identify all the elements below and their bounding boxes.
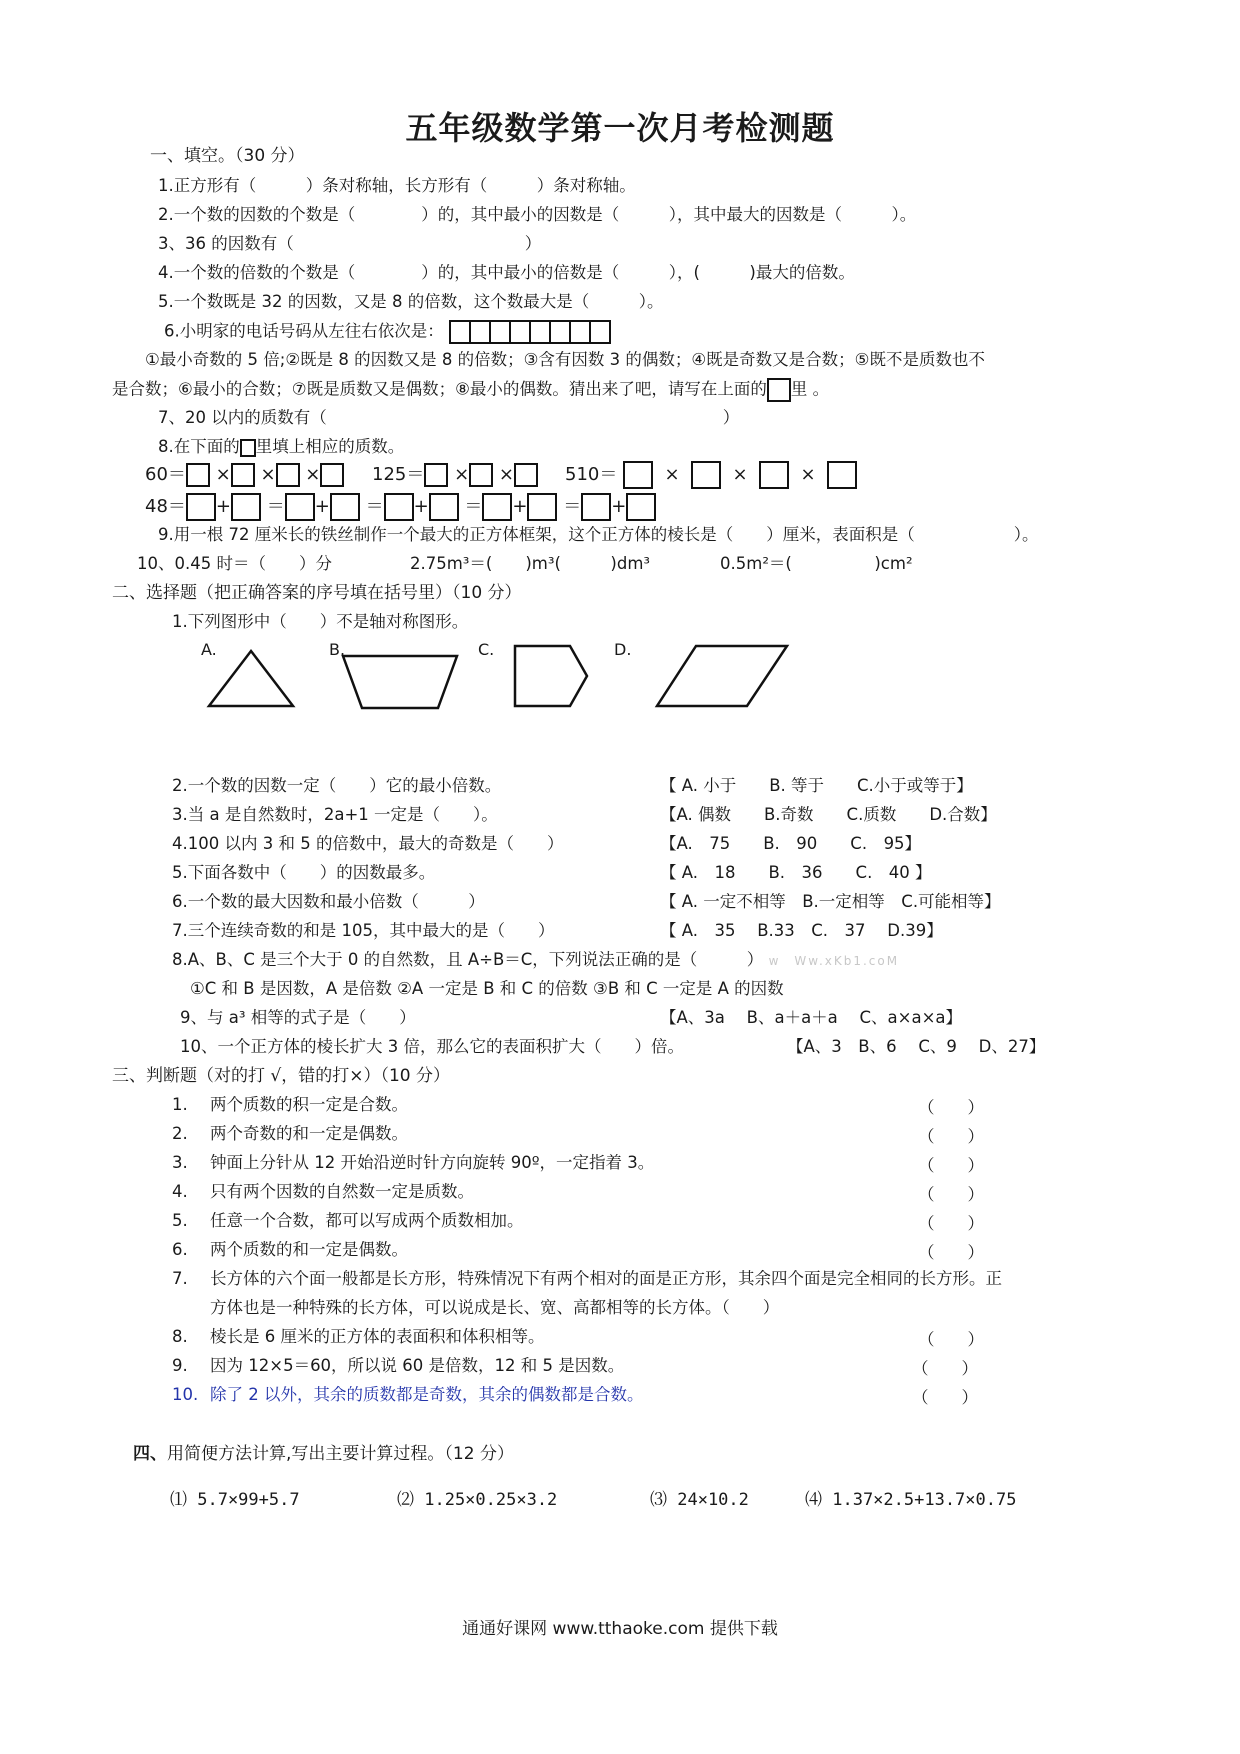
s1-q6-clues-2b: 里 。 bbox=[790, 379, 830, 399]
answer-parentheses[interactable]: （ ） bbox=[918, 1156, 984, 1175]
section-4-heading bbox=[133, 1443, 514, 1465]
phone-box[interactable] bbox=[569, 320, 591, 344]
equal-sign: ＝ bbox=[464, 496, 483, 517]
s1-q9: 9.用一根 72 厘米长的铁丝制作一个最大的正方体框架，这个正方体的棱长是（ ）厘米，表面积是（ ）。 bbox=[158, 525, 1039, 544]
answer-box[interactable] bbox=[330, 493, 360, 521]
triangle-shape bbox=[206, 648, 296, 710]
phone-box[interactable] bbox=[529, 320, 551, 344]
s2-q2: 2.一个数的因数一定（ ）它的最小倍数。 bbox=[172, 776, 502, 795]
s1-q1: 1.正方形有（ ）条对称轴，长方形有（ ）条对称轴。 bbox=[158, 176, 636, 195]
equal-sign: ＝ bbox=[266, 496, 285, 517]
judge-item-text: 两个质数的和一定是偶数。 bbox=[210, 1240, 408, 1259]
phone-box[interactable] bbox=[589, 320, 611, 344]
pentagon-outline bbox=[515, 646, 587, 706]
judge-item-number: 4. bbox=[172, 1182, 188, 1201]
s2-q1: 1.下列图形中（ ）不是轴对称图形。 bbox=[172, 612, 469, 631]
s2-q7-options: 【 A. 35 B.33 C. 37 D.39】 bbox=[660, 921, 943, 940]
triangle-outline bbox=[209, 651, 293, 706]
spacer bbox=[342, 712, 343, 713]
phone-box[interactable] bbox=[549, 320, 571, 344]
judge-item-number: 3. bbox=[172, 1153, 188, 1172]
sum-48 bbox=[145, 493, 656, 521]
factor-125-label: 125＝ bbox=[372, 464, 425, 485]
s1-q5: 5.一个数既是 32 的因数，又是 8 的倍数，这个数最大是（ ）。 bbox=[158, 292, 664, 311]
section-4-number: 四、 bbox=[133, 1444, 167, 1464]
judge-item-number: 2. bbox=[172, 1124, 188, 1143]
answer-box[interactable] bbox=[482, 493, 512, 521]
judge-item-text: 除了 2 以外，其余的质数都是奇数，其余的偶数都是合数。 bbox=[210, 1385, 644, 1404]
plus-sign: + bbox=[611, 496, 627, 517]
s1-q10a: 10、0.45 时＝（ ）分 bbox=[137, 554, 332, 573]
judge-item-number: 8. bbox=[172, 1327, 188, 1346]
answer-parentheses[interactable]: （ ） bbox=[918, 1243, 984, 1262]
s1-q8-text-a: 8.在下面的 bbox=[158, 437, 240, 456]
equal-sign: ＝ bbox=[563, 496, 582, 517]
times-sign: × bbox=[215, 464, 231, 485]
s1-q6-text: 6.小明家的电话号码从左往右依次是： bbox=[164, 321, 444, 341]
answer-parentheses[interactable]: （ ） bbox=[918, 1127, 984, 1146]
judge-item-text: 两个质数的积一定是合数。 bbox=[210, 1095, 408, 1114]
plus-sign: + bbox=[215, 496, 231, 517]
answer-box[interactable] bbox=[231, 463, 255, 487]
s1-q8-text-b: 里填上相应的质数。 bbox=[255, 437, 405, 456]
section-3-heading: 三、判断题（对的打 √，错的打×）（10 分） bbox=[112, 1066, 451, 1086]
factor-60-label: 60＝ bbox=[145, 464, 186, 485]
trapezoid-shape bbox=[340, 648, 460, 712]
factor-60 bbox=[145, 463, 344, 487]
judge-item-number: 1. bbox=[172, 1095, 188, 1114]
answer-box[interactable] bbox=[424, 463, 448, 487]
answer-box[interactable] bbox=[691, 461, 721, 489]
s2-q5-options: 【 A. 18 B. 36 C. 40 】 bbox=[660, 863, 932, 882]
judge-item-text: 因为 12×5＝60，所以说 60 是倍数，12 和 5 是因数。 bbox=[210, 1356, 625, 1375]
factor-510-label: 510＝ bbox=[565, 464, 618, 485]
s2-q8 bbox=[172, 949, 899, 972]
judge-item-text: 钟面上分针从 12 开始沿逆时针方向旋转 90º，一定指着 3。 bbox=[210, 1153, 655, 1172]
s1-q4: 4.一个数的倍数的个数是（ ）的，其中最小的倍数是（ ），( )最大的倍数。 bbox=[158, 263, 855, 282]
answer-box[interactable] bbox=[626, 493, 656, 521]
judge-item-number: 5. bbox=[172, 1211, 188, 1230]
watermark-text: w Ww.xKb1.coM bbox=[768, 954, 900, 968]
calc-2: ⑵ 1.25×0.25×3.2 bbox=[397, 1490, 558, 1510]
phone-number-boxes bbox=[449, 320, 609, 344]
answer-box[interactable] bbox=[231, 493, 261, 521]
answer-parentheses[interactable]: （ ） bbox=[912, 1359, 978, 1378]
calc-4: ⑷ 1.37×2.5+13.7×0.75 bbox=[805, 1490, 1017, 1510]
sum-48-label: 48＝ bbox=[145, 496, 186, 517]
answer-parentheses[interactable]: （ ） bbox=[918, 1330, 984, 1349]
phone-box[interactable] bbox=[449, 320, 471, 344]
s2-q4: 4.100 以内 3 和 5 的倍数中，最大的奇数是（ ） bbox=[172, 834, 564, 853]
times-sign: × bbox=[800, 464, 816, 485]
calc-1: ⑴ 5.7×99+5.7 bbox=[170, 1490, 300, 1510]
answer-box[interactable] bbox=[320, 463, 344, 487]
s2-q4-options: 【A. 75 B. 90 C. 95】 bbox=[660, 834, 922, 853]
trapezoid-outline bbox=[343, 656, 457, 708]
answer-box[interactable] bbox=[581, 493, 611, 521]
judge-item-text: 方体也是一种特殊的长方体，可以说成是长、宽、高都相等的长方体。（ ） bbox=[210, 1298, 780, 1317]
option-a-label: A. bbox=[201, 640, 217, 659]
times-sign: × bbox=[664, 464, 680, 485]
times-sign: × bbox=[498, 464, 515, 485]
s1-q6-clues-2a: 是合数；⑥最小的合数；⑦既是质数又是偶数；⑧最小的偶数。猜出来了吧，请写在上面的 bbox=[112, 379, 767, 399]
plus-sign: + bbox=[413, 496, 429, 517]
s2-q3: 3.当 a 是自然数时，2a+1 一定是（ ）。 bbox=[172, 805, 498, 824]
answer-parentheses[interactable]: （ ） bbox=[918, 1098, 984, 1117]
s1-q6-clues-1: ①最小奇数的 5 倍;②既是 8 的因数又是 8 的倍数；③含有因数 3 的偶数；④既是奇数又是合数；⑤既不是质数也不 bbox=[145, 350, 985, 369]
answer-box bbox=[767, 378, 791, 402]
s1-q10c: 0.5m²＝( )cm² bbox=[720, 554, 913, 573]
answer-box[interactable] bbox=[514, 463, 538, 487]
judge-item-number: 10. bbox=[172, 1385, 199, 1404]
s1-q8 bbox=[158, 436, 404, 458]
factor-125 bbox=[372, 463, 538, 487]
plus-sign: + bbox=[314, 496, 330, 517]
answer-box[interactable] bbox=[186, 463, 210, 487]
section-1-heading: 一、填空。（30 分） bbox=[150, 146, 305, 166]
answer-box[interactable] bbox=[827, 461, 857, 489]
spacer bbox=[506, 704, 507, 705]
plus-sign: + bbox=[512, 496, 528, 517]
answer-parentheses[interactable]: （ ） bbox=[918, 1214, 984, 1233]
s1-q10b: 2.75m³＝( )m³( )dm³ bbox=[410, 554, 651, 573]
s1-q7: 7、20 以内的质数有（ ） bbox=[158, 408, 740, 427]
s2-q9: 9、与 a³ 相等的式子是（ ） bbox=[180, 1008, 416, 1027]
s2-q6-options: 【 A. 一定不相等 B.一定相等 C.可能相等】 bbox=[660, 892, 1001, 911]
option-d-label: D. bbox=[614, 640, 632, 659]
factor-510 bbox=[565, 461, 857, 489]
s2-q10-options: 【A、3 B、6 C、9 D、27】 bbox=[787, 1037, 1046, 1056]
judge-item-text: 两个奇数的和一定是偶数。 bbox=[210, 1124, 408, 1143]
answer-box[interactable] bbox=[623, 461, 653, 489]
answer-box[interactable] bbox=[429, 493, 459, 521]
pentagon-shape bbox=[512, 642, 590, 710]
answer-parentheses[interactable]: （ ） bbox=[918, 1185, 984, 1204]
s2-q10: 10、一个正方体的棱长扩大 3 倍，那么它的表面积扩大（ ）倍。 bbox=[180, 1037, 684, 1056]
times-sign: × bbox=[454, 464, 470, 485]
equal-sign: ＝ bbox=[365, 496, 384, 517]
judge-item-number: 7. bbox=[172, 1269, 188, 1288]
judge-item-number: 6. bbox=[172, 1240, 188, 1259]
s1-q6-clues-2 bbox=[112, 378, 829, 402]
parallelogram-outline bbox=[657, 646, 787, 706]
parallelogram-shape bbox=[654, 642, 790, 710]
judge-item-text: 长方体的六个面一般都是长方形，特殊情况下有两个相对的面是正方形，其余四个面是完全相同的长方形。正 bbox=[210, 1269, 1002, 1288]
answer-box[interactable] bbox=[186, 493, 216, 521]
times-sign: × bbox=[732, 464, 748, 485]
judge-item-text: 棱长是 6 厘米的正方体的表面积和体积相等。 bbox=[210, 1327, 545, 1346]
s1-q6 bbox=[164, 320, 609, 344]
option-b-label: B. bbox=[329, 640, 346, 659]
times-sign: × bbox=[305, 464, 321, 485]
answer-box[interactable] bbox=[469, 463, 493, 487]
judge-item-number: 9. bbox=[172, 1356, 188, 1375]
answer-box[interactable] bbox=[384, 493, 414, 521]
answer-box[interactable] bbox=[759, 461, 789, 489]
section-4-title: 用简便方法计算,写出主要计算过程。（12 分） bbox=[167, 1444, 514, 1464]
calc-3: ⑶ 24×10.2 bbox=[650, 1490, 749, 1510]
s2-q6: 6.一个数的最大因数和最小倍数（ ） bbox=[172, 892, 485, 911]
s2-q8-text: 8.A、B、C 是三个大于 0 的自然数，且 A÷B＝C，下列说法正确的是（ ） bbox=[172, 950, 764, 969]
phone-box[interactable] bbox=[489, 320, 511, 344]
answer-box bbox=[240, 439, 256, 457]
s1-q2: 2.一个数的因数的个数是（ ）的，其中最小的因数是（ ），其中最大的因数是（ ）。 bbox=[158, 205, 917, 224]
answer-parentheses[interactable]: （ ） bbox=[912, 1388, 978, 1407]
page-title: 五年级数学第一次月考检测题 bbox=[405, 109, 835, 147]
spacer bbox=[508, 706, 509, 707]
phone-box[interactable] bbox=[509, 320, 531, 344]
answer-box[interactable] bbox=[276, 463, 300, 487]
judge-item-text: 只有两个因数的自然数一定是质数。 bbox=[210, 1182, 474, 1201]
judge-item-text: 任意一个合数，都可以写成两个质数相加。 bbox=[210, 1211, 524, 1230]
footer-credit: 通通好课网 www.tthaoke.com 提供下载 bbox=[462, 1619, 778, 1639]
answer-box[interactable] bbox=[285, 493, 315, 521]
s2-q7: 7.三个连续奇数的和是 105，其中最大的是（ ） bbox=[172, 921, 555, 940]
s2-q2-options: 【 A. 小于 B. 等于 C.小于或等于】 bbox=[660, 776, 973, 795]
s2-q3-options: 【A. 偶数 B.奇数 C.质数 D.合数】 bbox=[660, 805, 997, 824]
section-2-heading: 二、选择题（把正确答案的序号填在括号里）（10 分） bbox=[112, 583, 522, 603]
s2-q9-options: 【A、3a B、a＋a＋a C、a×a×a】 bbox=[660, 1008, 963, 1027]
spacer bbox=[340, 712, 341, 713]
s2-q5: 5.下面各数中（ ）的因数最多。 bbox=[172, 863, 436, 882]
s1-q3: 3、36 的因数有（ ） bbox=[158, 234, 542, 253]
option-c-label: C. bbox=[478, 640, 495, 659]
times-sign: × bbox=[260, 464, 276, 485]
answer-box[interactable] bbox=[527, 493, 557, 521]
s2-q8-statements: ①C 和 B 是因数，A 是倍数 ②A 一定是 B 和 C 的倍数 ③B 和 C 一定是 A 的因数 bbox=[190, 979, 784, 998]
phone-box[interactable] bbox=[469, 320, 491, 344]
